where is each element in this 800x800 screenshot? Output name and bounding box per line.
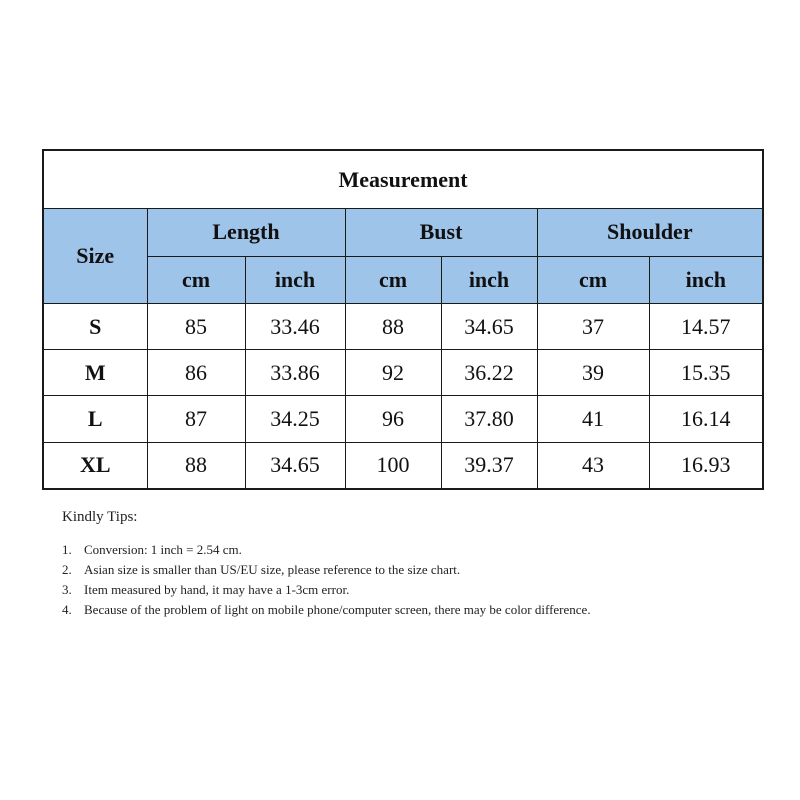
length-cm-cell: 86 [147,350,245,396]
unit-header: inch [441,256,537,303]
bust-inch-cell: 39.37 [441,442,537,489]
list-item-number: 2. [62,562,72,577]
list-item-text: Conversion: 1 inch = 2.54 cm. [84,542,242,557]
tips-heading: Kindly Tips: [62,509,138,525]
list-item-number: 4. [62,602,72,617]
bust-inch-cell: 36.22 [441,350,537,396]
unit-header: cm [345,256,441,303]
bust-cm-cell: 100 [345,442,441,489]
size-header: Size [43,209,147,304]
length-inch-cell: 34.25 [245,396,345,442]
table-title-row [43,150,763,209]
size-cell: XL [43,442,147,489]
bust-inch-cell: 37.80 [441,396,537,442]
table-title: Measurement [43,150,763,209]
table-row [43,396,763,442]
list-item [62,560,622,580]
list-item-text: Item measured by hand, it may have a 1-3cm error. [84,582,350,597]
size-chart-table [42,149,764,490]
shoulder-cm-cell: 41 [537,396,649,442]
shoulder-inch-cell: 14.57 [649,303,763,349]
unit-header: inch [245,256,345,303]
list-item [62,600,622,620]
table-row [43,442,763,489]
length-inch-cell: 34.65 [245,442,345,489]
unit-header: inch [649,256,763,303]
length-inch-cell: 33.86 [245,350,345,396]
shoulder-cm-cell: 43 [537,442,649,489]
list-item [62,580,622,600]
group-header-length: Length [147,209,345,256]
size-cell: S [43,303,147,349]
size-cell: L [43,396,147,442]
tips-list [62,540,622,620]
size-cell: M [43,350,147,396]
length-cm-cell: 88 [147,442,245,489]
bust-cm-cell: 96 [345,396,441,442]
list-item [62,540,622,560]
group-header-bust: Bust [345,209,537,256]
table-row [43,350,763,396]
shoulder-inch-cell: 15.35 [649,350,763,396]
unit-header: cm [537,256,649,303]
list-item-number: 3. [62,582,72,597]
length-cm-cell: 85 [147,303,245,349]
length-cm-cell: 87 [147,396,245,442]
group-header-shoulder: Shoulder [537,209,763,256]
list-item-text: Because of the problem of light on mobile phone/computer screen, there may be color difference. [84,602,591,617]
table-row [43,303,763,349]
unit-header-row [43,256,763,303]
shoulder-inch-cell: 16.14 [649,396,763,442]
length-inch-cell: 33.46 [245,303,345,349]
shoulder-cm-cell: 39 [537,350,649,396]
shoulder-inch-cell: 16.93 [649,442,763,489]
bust-cm-cell: 92 [345,350,441,396]
kindly-tips [62,509,622,620]
bust-cm-cell: 88 [345,303,441,349]
list-item-text: Asian size is smaller than US/EU size, please reference to the size chart. [84,562,461,577]
list-item-number: 1. [62,542,72,557]
shoulder-cm-cell: 37 [537,303,649,349]
group-header-row [43,209,763,256]
unit-header: cm [147,256,245,303]
bust-inch-cell: 34.65 [441,303,537,349]
